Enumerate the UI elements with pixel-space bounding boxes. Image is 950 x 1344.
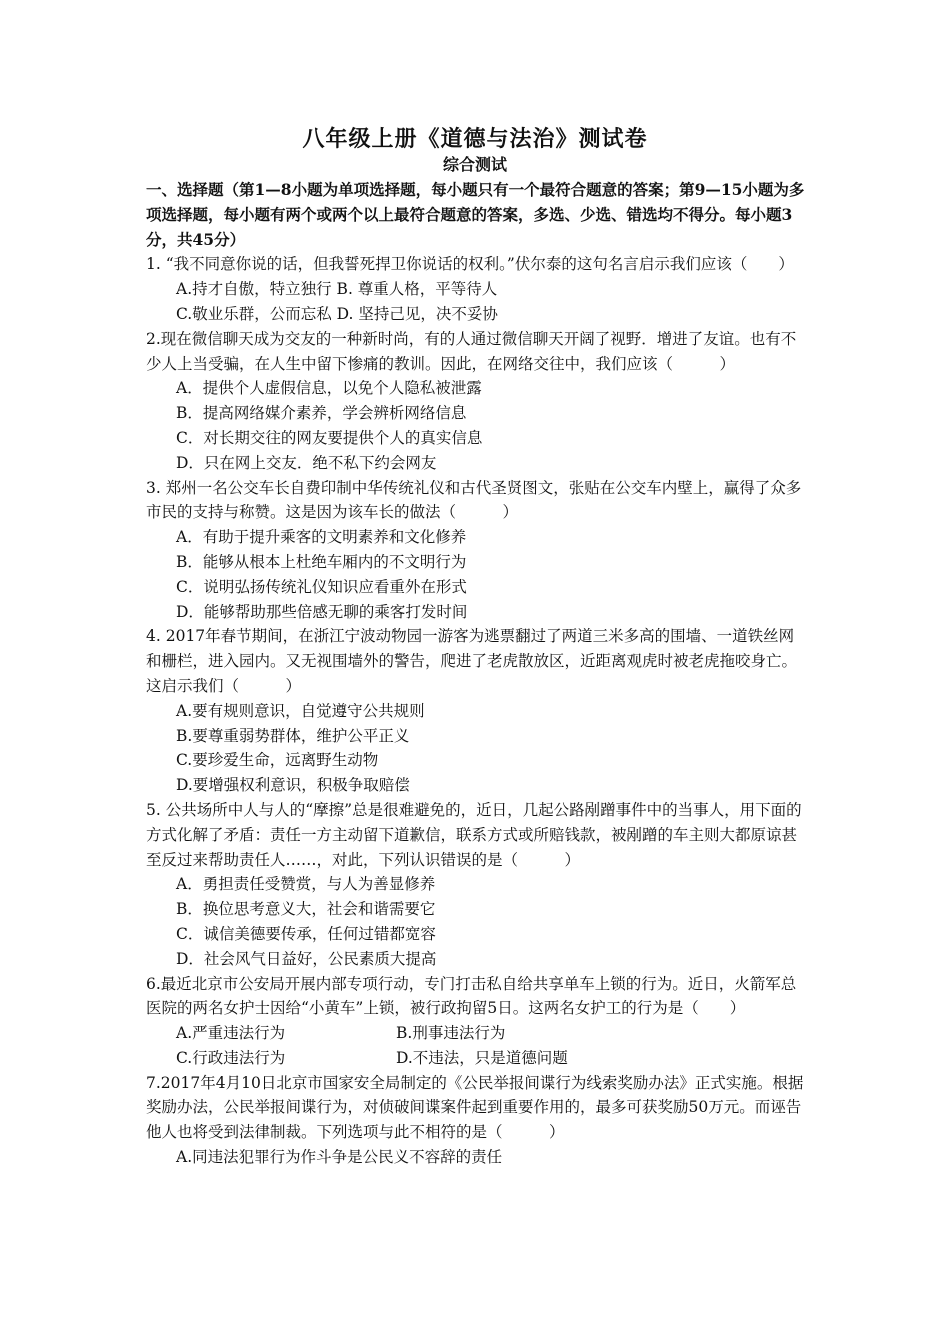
question-5-stem: 5. 公共场所中人与人的“摩擦”总是很难避免的，近日，几起公路剐蹭事件中的当事人，用下面的方式化解了矛盾：责任一方主动留下道歉信，联系方式或所赔钱款，被剐蹭的车主则大都原谅甚至反过来帮助责任人……，对此，下列认识错误的是（ ） — [146, 800, 802, 869]
page-title: 八年级上册《道德与法治》测试卷 — [302, 126, 648, 152]
question-4-option-c: C.要珍爱生命，远离野生动物 — [176, 751, 379, 770]
question-6-option-a: A.严重违法行为 — [176, 1024, 286, 1043]
question-3-option-d: D．能够帮助那些倍感无聊的乘客打发时间 — [176, 602, 468, 621]
question-4-option-a: A.要有规则意识，自觉遵守公共规则 — [176, 701, 425, 720]
question-4-option-d: D.要增强权利意识，积极争取赔偿 — [176, 776, 410, 795]
question-2-option-d: D．只在网上交友．绝不私下约会网友 — [176, 453, 437, 472]
question-5-option-c: C．诚信美德要传承，任何过错都宽容 — [176, 924, 436, 943]
question-5-option-a: A．勇担责任受赞赏，与人为善显修养 — [176, 875, 436, 894]
question-3-option-b: B．能够从根本上杜绝车厢内的不文明行为 — [176, 552, 467, 571]
question-3-option-c: C．说明弘扬传统礼仪知识应看重外在形式 — [176, 577, 467, 596]
question-1-options-cd: C.敬业乐群，公而忘私 D. 坚持己见，决不妥协 — [176, 304, 498, 323]
question-6-options-row-2 — [146, 1046, 806, 1071]
question-6-options-row-1 — [146, 1021, 806, 1046]
question-6-option-b: B.刑事违法行为 — [396, 1024, 506, 1043]
question-4-option-b: B.要尊重弱势群体，维护公平正义 — [176, 726, 410, 745]
question-1-options-ab: A.持才自傲，特立独行 B. 尊重人格，平等待人 — [176, 280, 498, 299]
question-2-option-a: A．提供个人虚假信息，以免个人隐私被泄露 — [176, 379, 482, 398]
question-6-option-d: D.不违法，只是道德问题 — [396, 1048, 568, 1067]
question-5-option-b: B．换位思考意义大，社会和谐需要它 — [176, 900, 436, 919]
exam-content — [146, 178, 806, 1170]
section-heading: 一、选择题（第1—8小题为单项选择题，每小题只有一个最符合题意的答案；第9—15小题为多项选择题，每小题有两个或两个以上最符合题意的答案，多选、少选、错选均不得分。每小题3分，共45分） — [146, 180, 805, 249]
question-2-option-b: B．提高网络媒介素养，学会辨析网络信息 — [176, 404, 467, 423]
question-7-stem: 7.2017年4月10日北京市国家安全局制定的《公民举报间谍行为线索奖励办法》正式实施。根据奖励办法，公民举报间谍行为，对侦破间谍案件起到重要作用的，最多可获奖励50万元。而诬告他人也将受到法律制裁。下列选项与此不相符的是（ ） — [146, 1073, 804, 1142]
page-subtitle: 综合测试 — [442, 155, 507, 174]
question-7-option-a: A.同违法犯罪行为作斗争是公民义不容辞的责任 — [176, 1148, 503, 1167]
question-2-stem: 2.现在微信聊天成为交友的一种新时尚，有的人通过微信聊天开阔了视野．增进了友谊。也有不少人上当受骗，在人生中留下惨痛的教训。因此，在网络交往中，我们应该（ ） — [146, 329, 797, 373]
question-4-stem: 4. 2017年春节期间，在浙江宁波动物园一游客为逃票翻过了两道三米多高的围墙、一道铁丝网和栅栏，进入园内。又无视围墙外的警告，爬进了老虎散放区，近距离观虎时被老虎拖咬身亡。这启示我们（ ） — [146, 627, 798, 695]
question-2-option-c: C．对长期交往的网友要提供个人的真实信息 — [176, 428, 483, 447]
question-5-option-d: D．社会风气日益好，公民素质大提高 — [176, 949, 437, 968]
question-6-stem: 6.最近北京市公安局开展内部专项行动，专门打击私自给共享单车上锁的行为。近日，火箭军总医院的两名女护士因给“小黄车”上锁，被行政拘留5日。这两名女护工的行为是（ ） — [146, 974, 797, 1018]
question-3-stem: 3. 郑州一名公交车长自费印制中华传统礼仪和古代圣贤图文，张贴在公交车内壁上，赢得了众多市民的支持与称赞。这是因为该车长的做法（ ） — [146, 478, 802, 522]
question-1-stem: 1. “我不同意你说的话，但我誓死捍卫你说话的权利。”伏尔泰的这句名言启示我们应该（ ） — [146, 255, 794, 274]
question-6-option-c: C.行政违法行为 — [176, 1048, 286, 1067]
question-3-option-a: A．有助于提升乘客的文明素养和文化修养 — [176, 528, 467, 547]
